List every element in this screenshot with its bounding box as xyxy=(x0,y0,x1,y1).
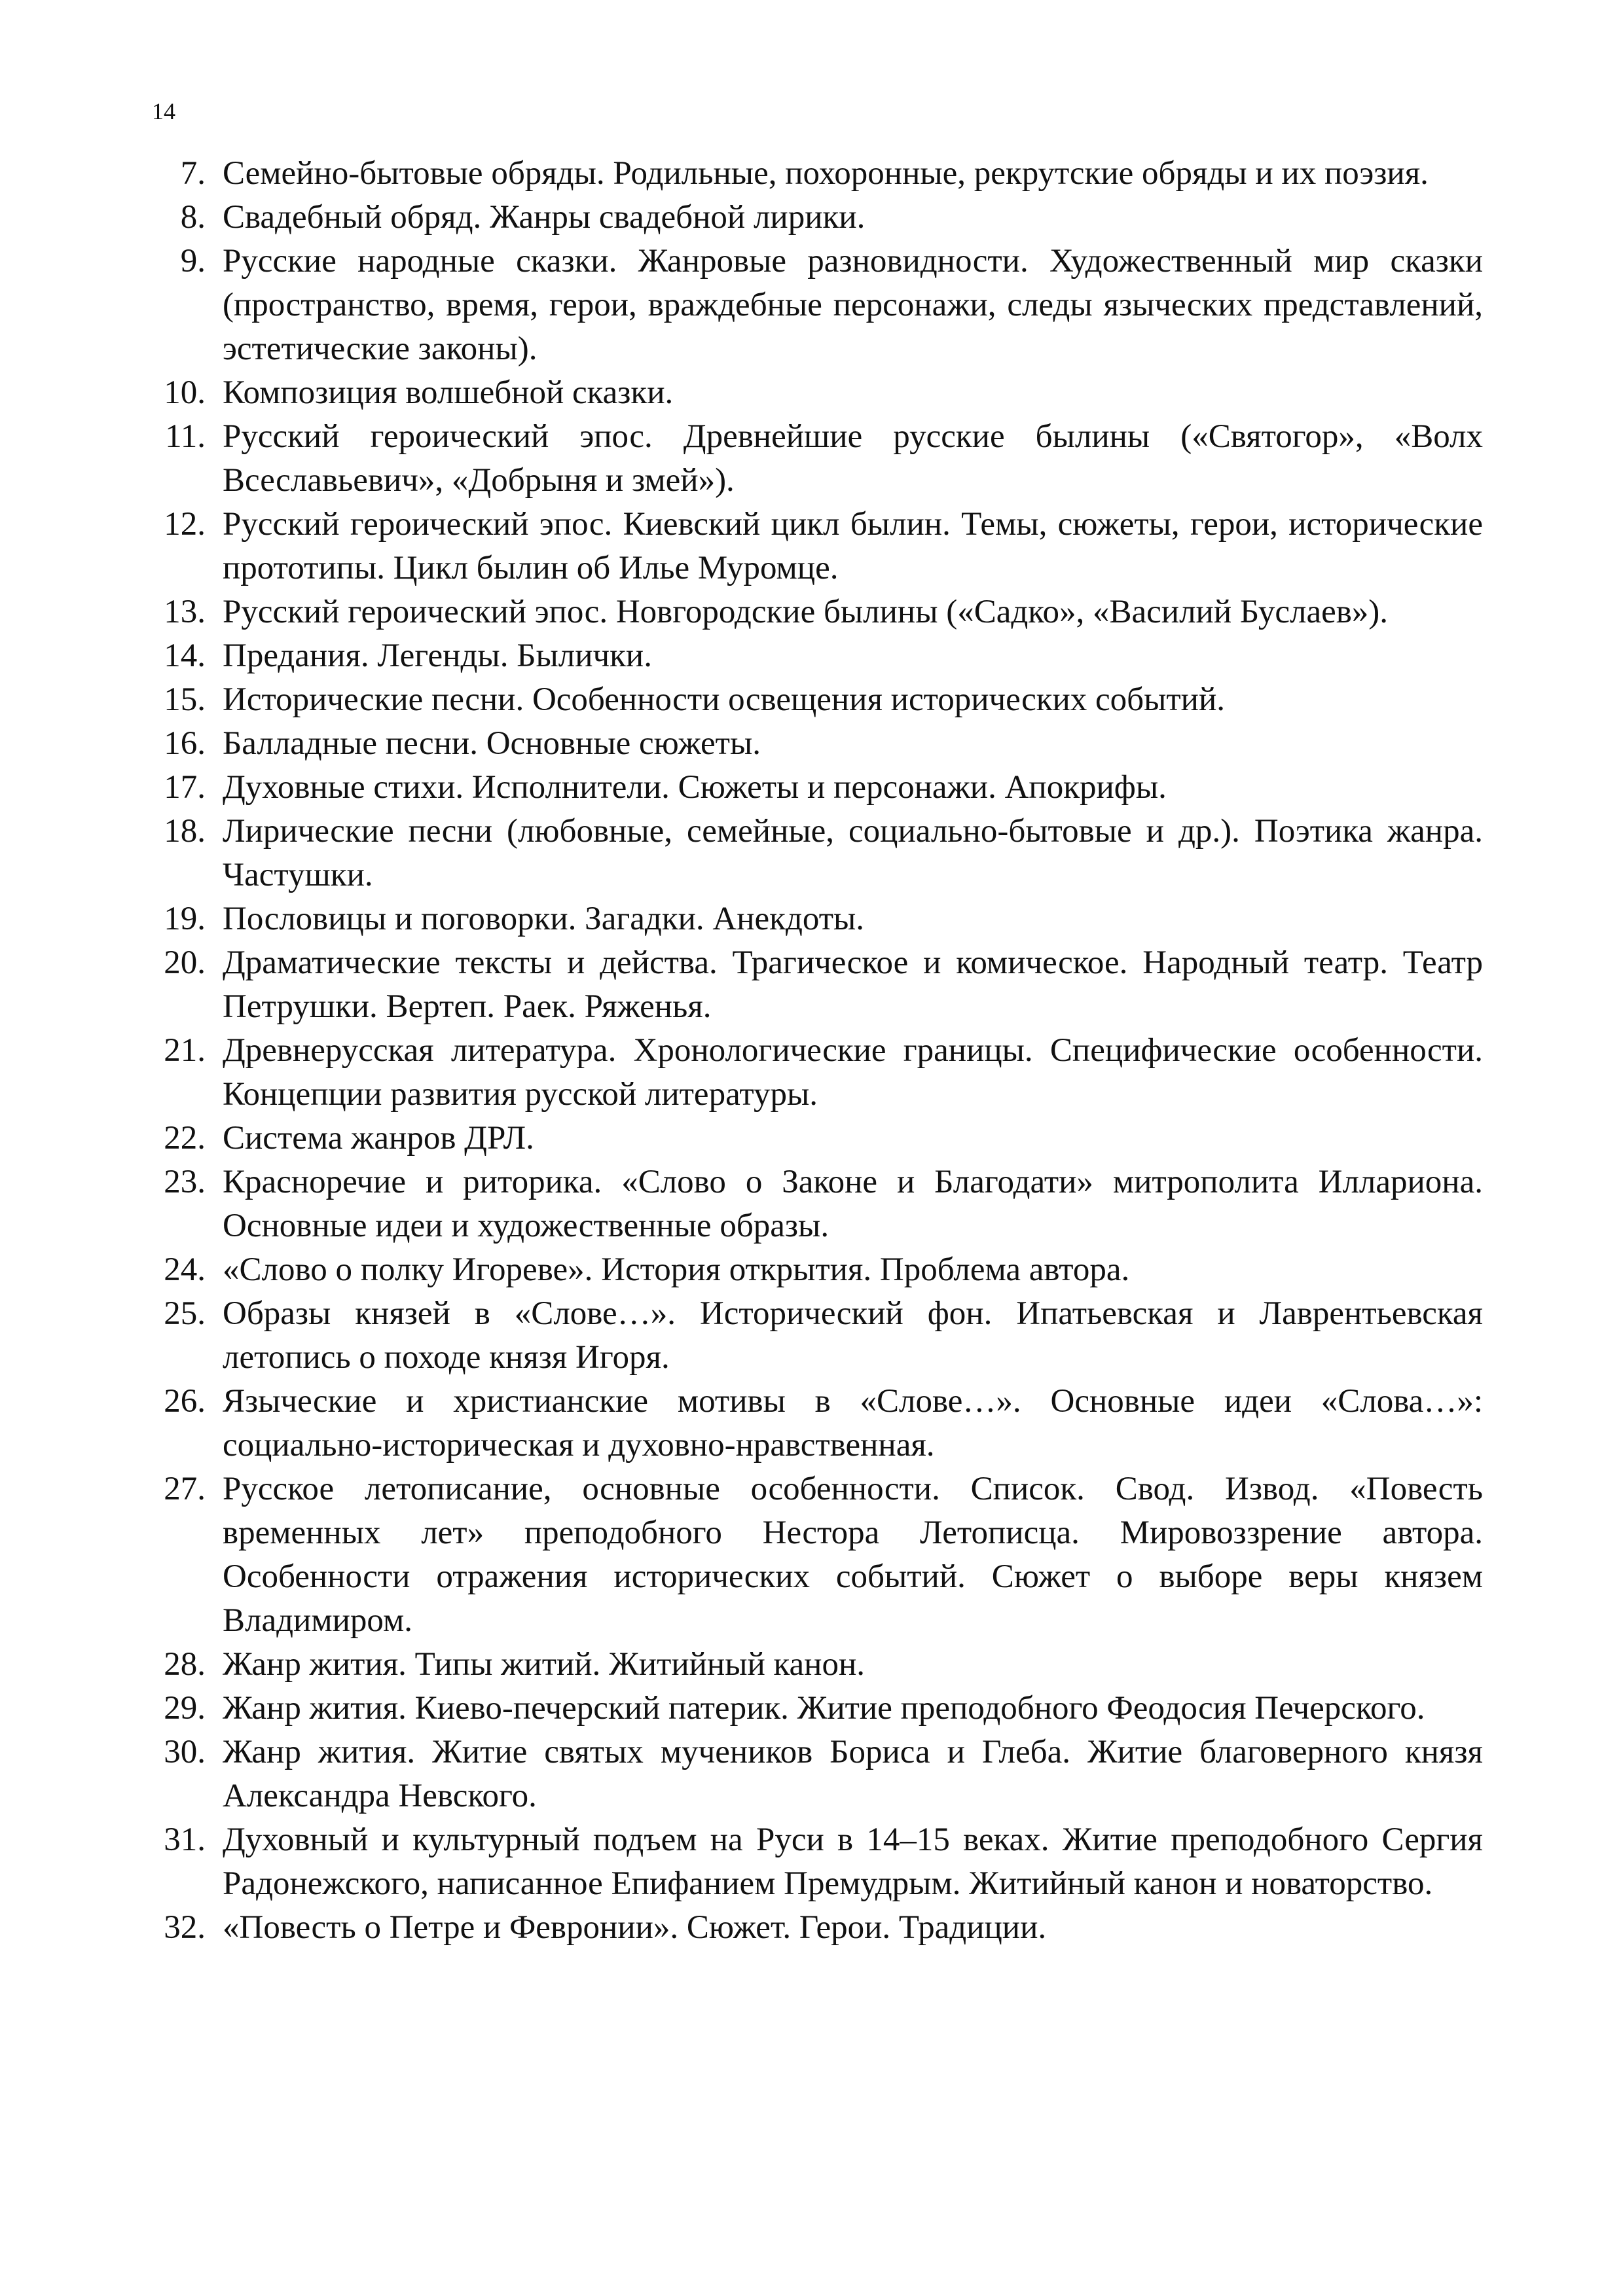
list-item xyxy=(118,240,1483,371)
list-item xyxy=(118,196,1483,240)
item-number: 31. xyxy=(164,1821,206,1858)
item-text: Семейно-бытовые обряды. Родильные, похоронные, рекрутские обряды и их поэзия. xyxy=(223,155,1429,192)
item-text: Система жанров ДРЛ. xyxy=(223,1120,534,1157)
list-item xyxy=(118,678,1483,722)
item-text: Композиция волшебной сказки. xyxy=(223,374,674,411)
list-item xyxy=(118,1160,1483,1248)
list-item xyxy=(118,897,1483,941)
item-text: Красноречие и риторика. «Слово о Законе и Благодати» митрополита Иллариона. Основные идеи и художественные образы. xyxy=(223,1164,1483,1244)
item-text: Жанр жития. Житие святых мучеников Бориса и Глеба. Житие благоверного князя Александра Невского. xyxy=(223,1734,1483,1814)
item-text: Жанр жития. Киево-печерский патерик. Житие преподобного Феодосия Печерского. xyxy=(223,1690,1425,1727)
item-text: Духовные стихи. Исполнители. Сюжеты и персонажи. Апокрифы. xyxy=(223,769,1167,806)
item-text: Исторические песни. Особенности освещения исторических событий. xyxy=(223,681,1225,718)
list-item xyxy=(118,1818,1483,1906)
item-text: Русские народные сказки. Жанровые разновидности. Художественный мир сказки (пространство, время, герои, враждебные персонажи, следы языческих представлений, эстетические законы). xyxy=(223,243,1483,367)
list-item xyxy=(118,1467,1483,1643)
item-text: Русское летописание, основные особенности. Список. Свод. Извод. «Повесть временных лет» преподобного Нестора Летописца. Мировоззрение автора. Особенности отражения исторических событий. Сюжет о выборе веры князем Владимиром. xyxy=(223,1471,1483,1639)
list-item xyxy=(118,766,1483,810)
list-item xyxy=(118,810,1483,897)
list-item xyxy=(118,1906,1483,1950)
item-number: 9. xyxy=(180,243,206,279)
list-item xyxy=(118,1117,1483,1160)
item-text: Балладные песни. Основные сюжеты. xyxy=(223,725,761,762)
item-number: 8. xyxy=(180,199,206,236)
item-number: 12. xyxy=(164,506,206,543)
item-number: 7. xyxy=(180,155,206,192)
list-item xyxy=(118,941,1483,1029)
item-number: 26. xyxy=(164,1383,206,1420)
item-text: Свадебный обряд. Жанры свадебной лирики. xyxy=(223,199,866,236)
exam-question-list xyxy=(118,152,1483,1950)
item-number: 32. xyxy=(164,1909,206,1946)
item-text: Русский героический эпос. Киевский цикл былин. Темы, сюжеты, герои, исторические прототипы. Цикл былин об Илье Муромце. xyxy=(223,506,1483,586)
list-item xyxy=(118,371,1483,415)
list-item xyxy=(118,503,1483,590)
list-item xyxy=(118,1248,1483,1292)
item-text: Древнерусская литература. Хронологические границы. Специфические особенности. Концепции развития русской литературы. xyxy=(223,1032,1483,1113)
item-number: 28. xyxy=(164,1646,206,1683)
item-number: 17. xyxy=(164,769,206,806)
list-item xyxy=(118,1292,1483,1380)
list-item xyxy=(118,415,1483,503)
list-item xyxy=(118,590,1483,634)
item-number: 14. xyxy=(164,637,206,674)
item-number: 30. xyxy=(164,1734,206,1770)
item-text: Драматические тексты и действа. Трагическое и комическое. Народный театр. Театр Петрушки. Вертеп. Раек. Ряженья. xyxy=(223,944,1483,1025)
item-text: Языческие и христианские мотивы в «Слове…». Основные идеи «Слова…»: социально-историческая и духовно-нравственная. xyxy=(223,1383,1483,1463)
item-text: Русский героический эпос. Новгородские былины («Садко», «Василий Буслаев»). xyxy=(223,594,1389,630)
item-number: 13. xyxy=(164,594,206,630)
item-number: 25. xyxy=(164,1295,206,1332)
item-text: «Повесть о Петре и Февронии». Сюжет. Герои. Традиции. xyxy=(223,1909,1047,1946)
item-number: 16. xyxy=(164,725,206,762)
item-number: 24. xyxy=(164,1251,206,1288)
item-text: Духовный и культурный подъем на Руси в 14–15 веках. Житие преподобного Сергия Радонежского, написанное Епифанием Премудрым. Житийный канон и новаторство. xyxy=(223,1821,1483,1902)
item-text: Жанр жития. Типы житий. Житийный канон. xyxy=(223,1646,866,1683)
item-number: 29. xyxy=(164,1690,206,1727)
list-item xyxy=(118,722,1483,766)
list-item xyxy=(118,1380,1483,1467)
item-number: 20. xyxy=(164,944,206,981)
item-text: Пословицы и поговорки. Загадки. Анекдоты. xyxy=(223,901,865,937)
page-number: 14 xyxy=(152,98,175,124)
item-number: 21. xyxy=(164,1032,206,1069)
item-number: 22. xyxy=(164,1120,206,1157)
list-item xyxy=(118,1731,1483,1818)
item-text: Лирические песни (любовные, семейные, социально-бытовые и др.). Поэтика жанра. Частушки. xyxy=(223,813,1483,893)
item-number: 15. xyxy=(164,681,206,718)
list-item xyxy=(118,1643,1483,1687)
item-text: «Слово о полку Игореве». История открытия. Проблема автора. xyxy=(223,1251,1130,1288)
item-number: 19. xyxy=(164,901,206,937)
list-item xyxy=(118,1029,1483,1117)
item-text: Русский героический эпос. Древнейшие русские былины («Святогор», «Волх Всеславьевич», «Добрыня и змей»). xyxy=(223,418,1483,499)
list-item xyxy=(118,152,1483,196)
item-text: Образы князей в «Слове…». Исторический фон. Ипатьевская и Лаврентьевская летопись о походе князя Игоря. xyxy=(223,1295,1483,1376)
item-number: 10. xyxy=(164,374,206,411)
item-number: 18. xyxy=(164,813,206,850)
item-text: Предания. Легенды. Былички. xyxy=(223,637,652,674)
item-number: 27. xyxy=(164,1471,206,1507)
list-item xyxy=(118,1687,1483,1731)
item-number: 23. xyxy=(164,1164,206,1200)
list-item xyxy=(118,634,1483,678)
item-number: 11. xyxy=(165,418,206,455)
